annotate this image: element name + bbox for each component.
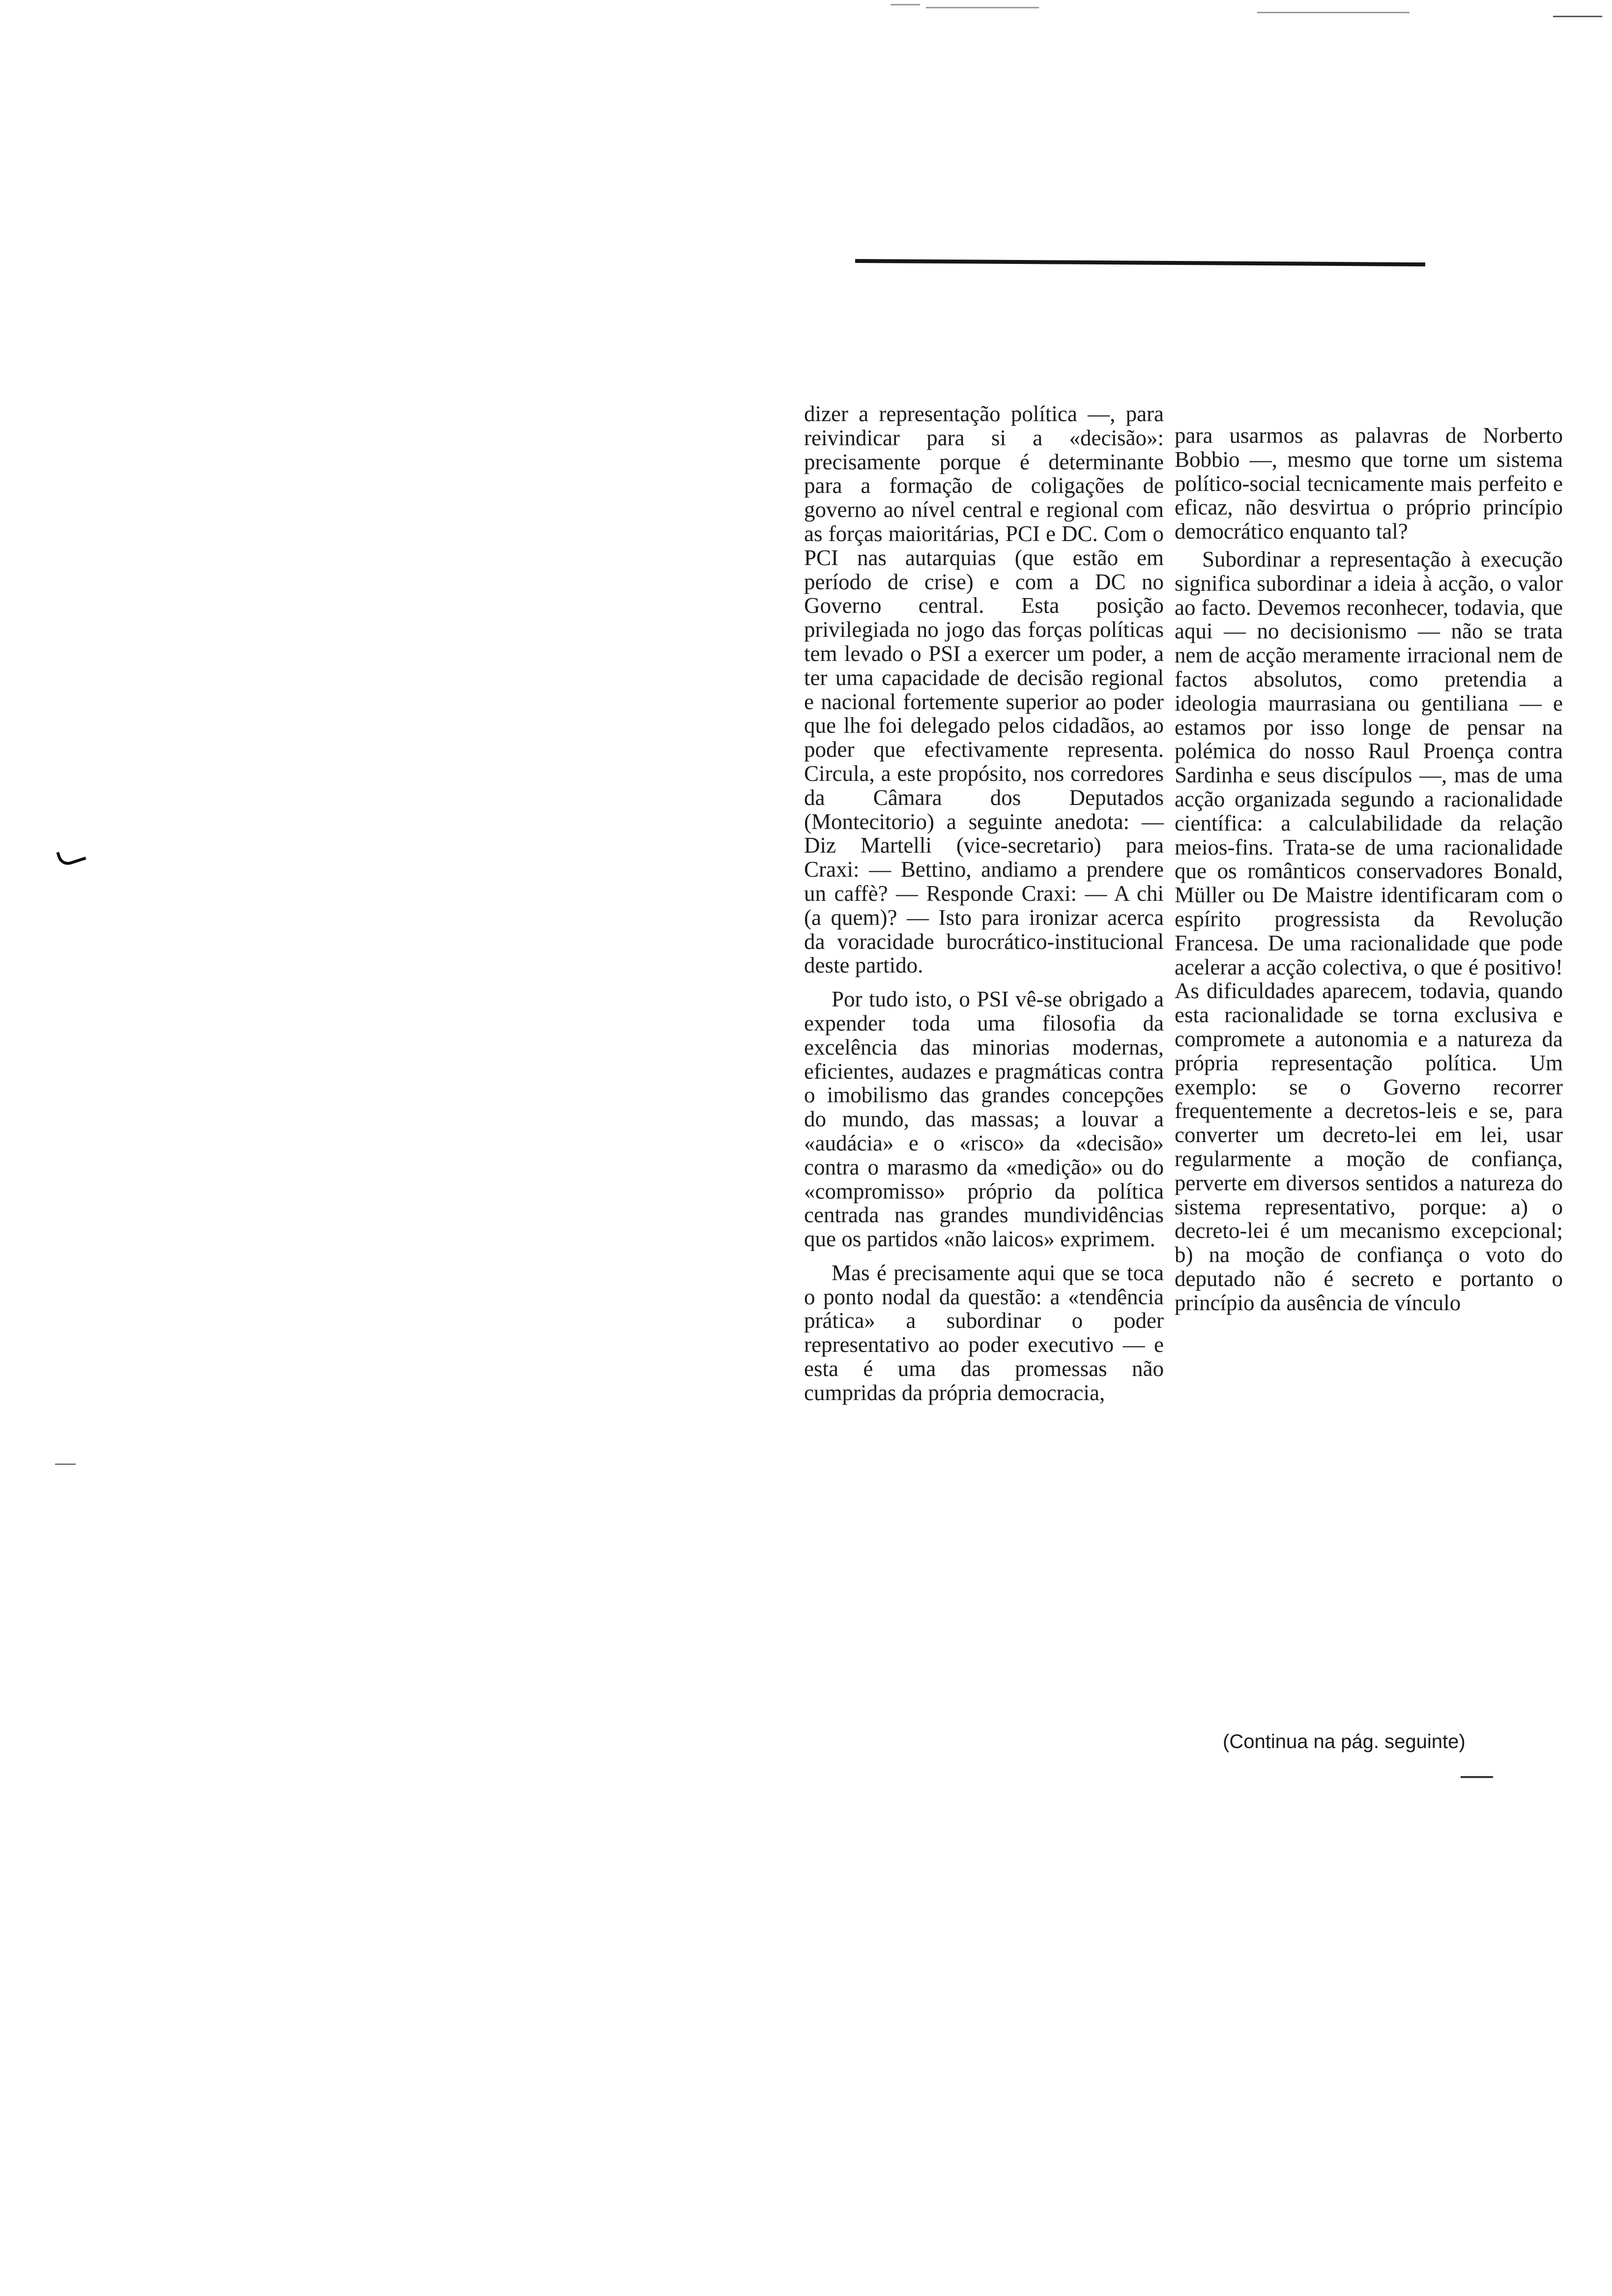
article-left-column (804, 402, 1164, 1405)
scan-mark (891, 4, 920, 5)
paragraph: dizer a representação política —, para reivindicar para si a «decisão»: precisamente porque é determinante para a formação de coligações de governo ao nível central e regional com as forças maioritárias, PCI e DC. Com o PCI nas autarquias (que estão em período de crise) e com a DC no Governo central. Esta posição privilegiada no jogo das forças políticas tem levado o PSI a exercer um poder, a ter uma capacidade de decisão regional e nacional fortemente superior ao poder que lhe foi delegado pelos cidadãos, ao poder que efectivamente representa. Circula, a este propósito, nos corredores da Câmara dos Deputados (Montecitorio) a seguinte anedota: — Diz Martelli (vice-secretario) para Craxi: — Bettino, andiamo a prendere un caffè? — Responde Craxi: — A chi (a quem)? — Isto para ironizar acerca da voracidade burocrático-institucional deste partido. (804, 402, 1164, 978)
paragraph: Por tudo isto, o PSI vê-se obrigado a expender toda uma filosofia da excelência das minorias modernas, eficientes, audazes e pragmáticas contra o imobilismo das grandes concepções do mundo, das massas; a louvar a «audácia» e o «risco» da «decisão» contra o marasmo da «medição» ou do «compromisso» próprio da política centrada nas grandes mundividências que os partidos «não laicos» exprimem. (804, 987, 1164, 1252)
scan-mark (926, 7, 1039, 8)
corner-dash (1461, 1776, 1493, 1778)
paragraph: Mas é precisamente aqui que se toca o ponto nodal da questão: a «tendência prática» a subordinar o poder representativo ao poder executivo — e esta é uma das promessas não cumpridas da própria democracia, (804, 1260, 1164, 1405)
scan-mark (1553, 16, 1602, 17)
paragraph: Subordinar a representação à execução significa subordinar a ideia à acção, o valor ao facto. Devemos reconhecer, todavia, que aqui — no decisionismo — não se trata nem de acção meramente irracional nem de factos absolutos, como pretendia a ideologia maurrasiana ou gentiliana — e estamos por isso longe de pensar na polémica do nosso Raul Proença contra Sardinha e seus discípulos —, mas de uma acção organizada segundo a racionalidade científica: a calculabilidade da relação meios-fins. Trata-se de uma racionalidade que os românticos conservadores Bonald, Müller ou De Maistre identificaram com o espírito progressista da Revolução Francesa. De uma racionalidade que pode acelerar a acção colectiva, o que é positivo! As dificuldades aparecem, todavia, quando esta racionalidade se torna exclusiva e compromete a autonomia e a natureza da própria representação política. Um exemplo: se o Governo recorrer frequentemente a decretos-leis e se, para converter um decreto-lei em lei, usar regularmente a moção de confiança, perverte em diversos sentidos a natureza do sistema representativo, porque: a) o decreto-lei é um mecanismo excepcional; b) na moção de confiança o voto do deputado não é secreto e portanto o princípio da ausência de vínculo (1175, 546, 1563, 1315)
article-right-column (1175, 424, 1563, 1315)
margin-bracket-mark (56, 844, 86, 867)
margin-dash (55, 1464, 76, 1465)
top-rule (855, 259, 1425, 266)
scan-mark (1257, 12, 1410, 13)
continuation-note: (Continua na pág. seguinte) (1223, 1731, 1466, 1752)
paragraph: para usarmos as palavras de Norberto Bobbio —, mesmo que torne um sistema político-social tecnicamente mais perfeito e eficaz, não desvirtua o próprio princípio democrático enquanto tal? (1175, 423, 1563, 544)
